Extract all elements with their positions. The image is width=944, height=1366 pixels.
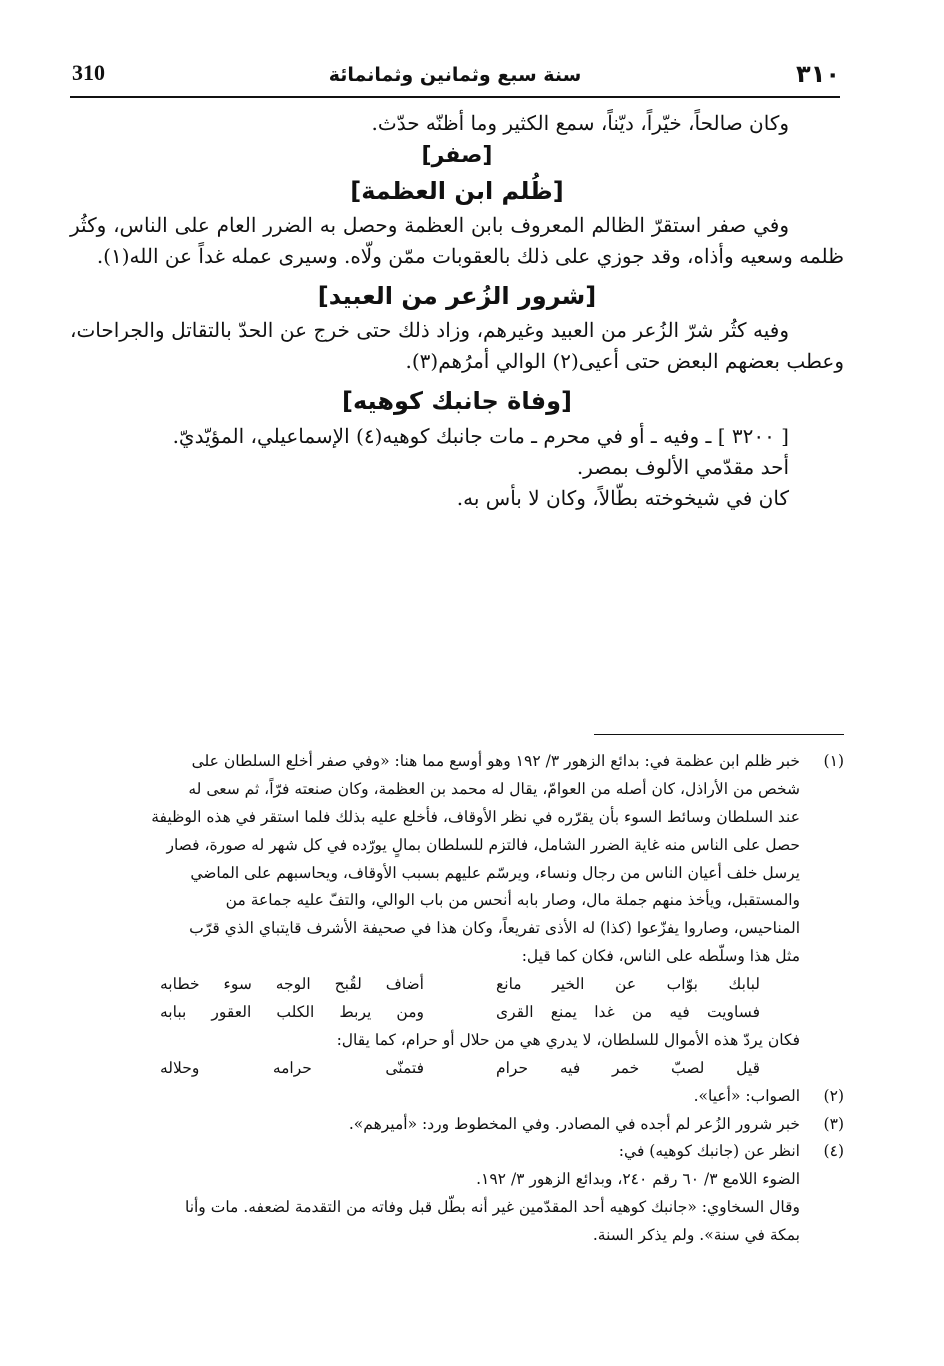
footnote <box>70 1138 844 1250</box>
footnote <box>70 1111 844 1139</box>
verse-hemistich: فتمنّى حرامه وحلاله <box>160 1058 424 1077</box>
footnote-line: والمستقبل، ويأخذ منهم جملة مال، وصار بابه أنحس من باب الوالي، والتفّ عليه جماعة من <box>225 891 800 910</box>
footnote-line: خبر شرور الزُعر لم أجده في المصادر. وفي المخطوط ورد: «أميرهم». <box>348 1114 800 1133</box>
paragraph-line: وفيه كثُر شرّ الزُعر من العبيد وغيرهم، وزاد ذلك حتى خرج عن الحدّ بالتقاتل <box>171 318 789 343</box>
paragraph-line: وفي صفر استقرّ الظالم المعروف بابن العظمة وحصل به الضرر العام على الناس، <box>113 213 790 238</box>
verse-hemistich: قيل لصبّ خمر فيه حرام <box>496 1058 760 1077</box>
footnote-body <box>70 748 800 1083</box>
running-title: سنة سبع وثمانين وثمانمائة <box>328 64 582 86</box>
footnote-line: انظر عن (جانبك كوهيه) في: <box>618 1142 800 1161</box>
footnote-line: فكان يردّ هذه الأموال للسلطان، لا يدري هي من حلال أو حرام، كما يقال: <box>336 1030 800 1049</box>
footnote-line: مثل هذا وسلّطه على الناس، فكان كما قيل: <box>521 947 800 966</box>
intro-line: وكان صالحاً، خيّراً، ديّناً، سمع الكثير وما أظنّه حدّث. <box>371 111 789 135</box>
footnote-line: شخص من الأراذل، كان أصله من العوامّ، يقال له محمد بن العظمة، وكان صنعته فرّاً، ثم سعى له <box>188 779 800 798</box>
footnote-line: خبر ظلم ابن عظمة في: بدائع الزهور ٣/ ١٩٢ وهو أوسع مما هنا: «وفي صفر أخلع السلطان على <box>191 752 800 770</box>
footnote-number: (٤) <box>823 1142 844 1161</box>
footnote <box>70 748 844 1083</box>
verse-line <box>70 971 800 999</box>
footnotes <box>70 748 844 1250</box>
section-heading: [ظُلم ابن العظمة] <box>350 177 564 206</box>
footnote-number: (١) <box>823 752 844 770</box>
paragraph-line: وكثُر ظلمه وسعيه وأذاه، وقد جوزي على ذلك بالعقوبات ممّن ولّاه. وسيرى عمله غداً <box>70 213 844 269</box>
entry-line: كان في شيخوخته بطّالاً، وكان لا بأس به. <box>456 485 789 510</box>
verse-hemistich: فساويت فيه من غدا يمنع القرى <box>496 1003 760 1022</box>
footnote-line: المناحيس، وصاروا يفزّعوا (كذا) له الأذى تفريعاً، وكان هذا في صحيفة الأشرف قايتباي الذي قرّب <box>189 919 800 938</box>
footnote-number: (٣) <box>823 1114 844 1133</box>
verse-hemistich: ومن يربط الكلب العقور ببابه <box>160 1003 424 1022</box>
paragraph-line: عن الله(١). <box>96 244 193 269</box>
verse-hemistich: لبابك بوّاب عن الخير مانع <box>496 975 760 994</box>
footnote <box>70 1083 844 1111</box>
page-number-arabic: ٣١٠ <box>796 60 840 88</box>
footnote-line: الضوء اللامع ٣/ ٦٠ رقم ٢٤٠، وبدائع الزهور ٣/ ١٩٢. <box>476 1170 800 1189</box>
footnote-divider <box>594 734 844 735</box>
footnote-line: عند السلطان وسائط السوء بأن يقرّره في نظر الأوقاف، فأخلع عليه بذلك فلما استقر في هذه الوظيفة <box>151 807 800 826</box>
footnote-body <box>70 1111 800 1139</box>
footnote-body <box>70 1138 800 1250</box>
footnote-number: (٢) <box>823 1086 844 1105</box>
verse-line <box>70 1055 800 1083</box>
footnote-body <box>70 1083 800 1111</box>
month-heading: [صفر] <box>421 143 493 168</box>
section-paragraph <box>70 315 844 377</box>
page-number: 310 <box>72 60 105 85</box>
footnote-line: يرسل خلف أعيان الناس من رجال ونساء، ويرسّم عليهم بسبب الأوقاف، ويحاسبهم على الماضي <box>190 863 800 882</box>
footnote-line: بمكة في سنة». ولم يذكر السنة. <box>592 1226 800 1245</box>
section-paragraph <box>70 210 844 272</box>
main-text <box>70 108 844 514</box>
footnote-line: حصل على الناس منه غاية الضرر الشامل، فالتزم للسلطان بمالٍ يورّده في كل شهر له صورة، فصار <box>166 835 800 854</box>
entry-line: [ ٣٢٠٠ ] ـ وفيه ـ أو في محرم ـ مات جانبك كوهيه(٤) الإسماعيلي، المؤيّديّ. <box>172 423 789 448</box>
verse-line <box>70 999 800 1027</box>
section-heading: [وفاة جانبك كوهيه] <box>342 387 572 416</box>
paragraph-line: والجراحات، وعطب بعضهم البعض حتى أعيى(٢) الوالي أمرُهم(٣). <box>70 318 844 374</box>
section-heading: [شرور الزُعر من العبيد] <box>317 282 597 311</box>
page-header <box>70 56 840 98</box>
footnote-line: وقال السخاوي: «جانبك كوهيه أحد المقدّمين غير أنه بطّل قبل وفاته من التقدمة لضعفه. مات وأنا <box>184 1198 800 1217</box>
footnote-line: الصواب: «أعيا». <box>693 1086 800 1105</box>
entry-line: أحد مقدّمي الألوف بمصر. <box>576 454 789 479</box>
verse-hemistich: أضاف لقُبح الوجه سوء خطابه <box>160 975 424 994</box>
